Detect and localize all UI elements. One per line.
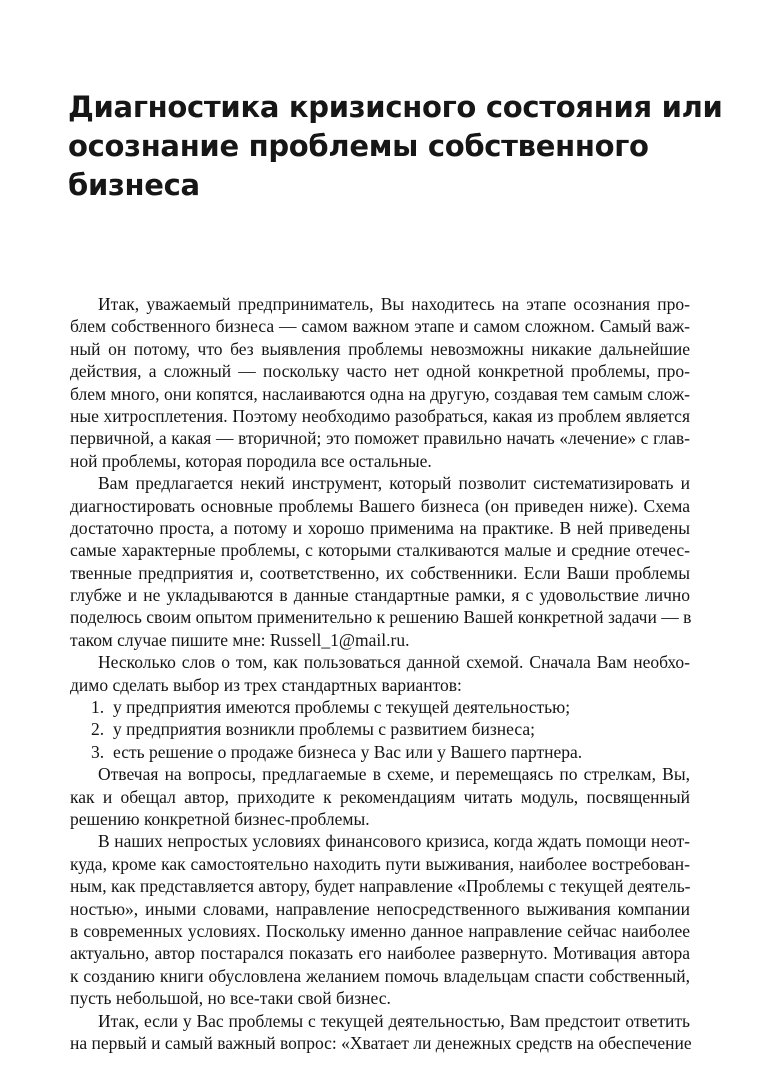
chapter-title-line: Диагностика кризисного состояния или xyxy=(68,90,723,124)
text-line: твенные предприятия и, соответственно, их собственники. Если Ваши проблемы xyxy=(70,562,690,583)
list-item-text: у предприятия имеются проблемы с текущей деятельностью; xyxy=(113,697,571,718)
text-line: действия, а сложный — поскольку часто нет одной конкретной проблемы, про- xyxy=(70,361,690,382)
text-line: Отвечая на вопросы, предлагаемые в схеме, и перемещаясь по стрелкам, Вы, xyxy=(98,764,690,785)
text-line: ностью», иными словами, направление непосредственного выживания компании xyxy=(70,898,690,919)
text-line: блем собственного бизнеса — самом важном этапе и самом сложном. Самый важ- xyxy=(70,316,690,337)
text-line: ный он потому, что без выявления проблемы невозможны никакие дальнейшие xyxy=(70,338,690,359)
text-line: диагностировать основные проблемы Вашего бизнеса (он приведен ниже). Схема xyxy=(70,495,690,516)
text-line: Несколько слов о том, как пользоваться данной схемой. Сначала Вам необхо- xyxy=(98,652,690,673)
text-line: ные хитросплетения. Поэтому необходимо разобраться, какая из проблем является xyxy=(70,405,690,426)
list-item-number: 1. xyxy=(91,697,105,718)
text-line: как и обещал автор, приходите к рекомендациям читать модуль, посвященный xyxy=(70,786,690,807)
text-line: димо сделать выбор из трех стандартных вариантов: xyxy=(70,674,462,695)
list-item xyxy=(70,718,690,740)
text-line: поделюсь своим опытом применительно к решению Вашей конкретной задачи — в xyxy=(70,607,692,628)
chapter-title-line: бизнеса xyxy=(68,168,200,202)
text-line: в современных условиях. Поскольку именно данное направление сейчас наиболее xyxy=(70,920,690,941)
text-line: Итак, если у Вас проблемы с текущей деятельностью, Вам предстоит ответить xyxy=(98,1010,690,1031)
text-line: В наших непростых условиях финансового кризиса, когда ждать помощи неот- xyxy=(98,831,690,852)
list-item-number: 2. xyxy=(91,719,105,740)
text-line: Итак, уважаемый предприниматель, Вы находитесь на этапе осознания про- xyxy=(98,294,690,314)
list-item xyxy=(70,696,690,718)
text-line: пусть небольшой, но все-таки свой бизнес. xyxy=(70,988,391,1009)
text-line: первичной, а какая — вторичной; это поможет правильно начать «лечение» с глав- xyxy=(70,428,690,449)
paragraph-3 xyxy=(70,651,690,696)
text-line: ной проблемы, которая породила все остальные. xyxy=(70,450,432,471)
text-line: куда, кроме как самостоятельно находить пути выживания, наиболее востребован- xyxy=(70,853,690,874)
text-line: на первый и самый важный вопрос: «Хватает ли денежных средств на обеспечение xyxy=(70,1032,692,1053)
text-line: достаточно проста, а потому и хорошо применима на практике. В ней приведены xyxy=(70,517,690,538)
body-text xyxy=(70,293,690,1054)
list-item-text: есть решение о продаже бизнеса у Вас или у Вашего партнера. xyxy=(113,741,583,762)
text-line: ным, как представляется автору, будет направление «Проблемы с текущей деятель- xyxy=(70,876,691,897)
paragraph-6 xyxy=(70,1010,690,1055)
numbered-list xyxy=(70,696,690,763)
list-item-text: у предприятия возникли проблемы с развитием бизнеса; xyxy=(113,719,535,740)
text-line: решению конкретной бизнес-проблемы. xyxy=(70,808,370,829)
text-line: глубже и не укладываются в данные стандартные рамки, я с удовольствие лично xyxy=(70,585,690,606)
list-item xyxy=(70,741,690,763)
text-line: таком случае пишите мне: Russell_1@mail.ru. xyxy=(70,629,410,650)
chapter-title-line: осознание проблемы собственного xyxy=(68,129,649,163)
paragraph-2 xyxy=(70,472,690,651)
text-line: к созданию книги обусловлена желанием помочь владельцам спасти собственный, xyxy=(70,965,690,986)
paragraph-4 xyxy=(70,763,690,830)
chapter-title xyxy=(68,88,723,205)
text-line: самые характерные проблемы, с которыми сталкиваются малые и средние отечес- xyxy=(70,540,690,561)
paragraph-1 xyxy=(70,293,690,472)
text-line: блем много, они копятся, наслаиваются одна на другую, создавая тем самым слож- xyxy=(70,383,690,404)
text-line: Вам предлагается некий инструмент, который позволит систематизировать и xyxy=(98,473,690,494)
paragraph-5 xyxy=(70,830,690,1009)
list-item-number: 3. xyxy=(91,741,105,762)
text-line: актуально, автор постарался показать его наиболее развернуто. Мотивация автора xyxy=(70,943,690,964)
